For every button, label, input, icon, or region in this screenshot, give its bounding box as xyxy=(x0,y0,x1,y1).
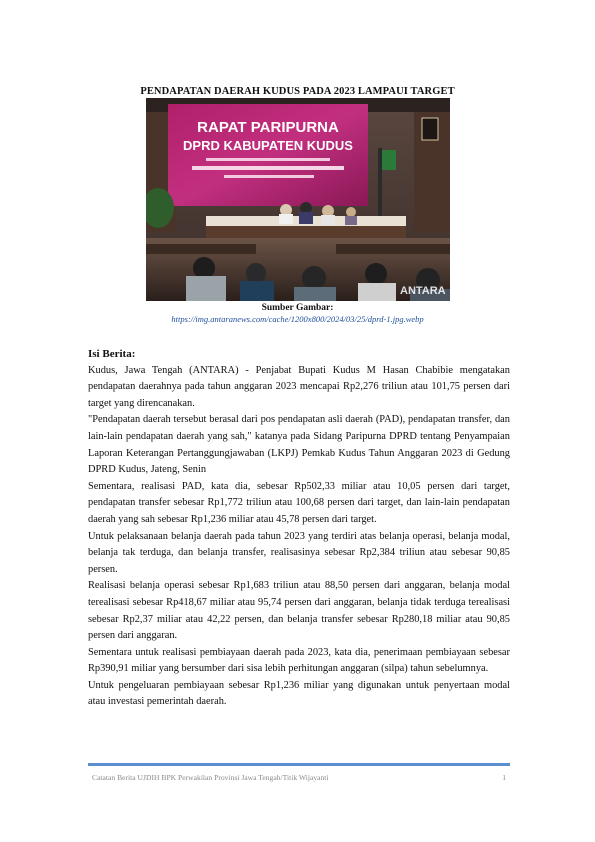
page-number: 1 xyxy=(502,773,506,782)
article-body xyxy=(88,346,510,711)
paragraph: Kudus, Jawa Tengah (ANTARA) - Penjabat Bupati Kudus M Hasan Chabibie mengatakan pendapatan daerahnya pada tahun anggaran 2023 mencapai Rp2,276 triliun atau 101,75 persen dari target yang direncanakan. xyxy=(88,364,510,409)
paragraph: Realisasi belanja operasi sebesar Rp1,683 triliun atau 88,50 persen dari anggaran, belanja modal terealisasi sebesar Rp418,67 miliar atau 95,74 persen dari anggaran, belanja tidak terduga terealisasi sebesar Rp2,37 miliar atau 42,22 persen, dan belanja transfer sebesar Rp280,18 miliar atau 90,85 persen dari anggaran. xyxy=(88,580,510,642)
article-title: PENDAPATAN DAERAH KUDUS PADA 2023 LAMPAUI TARGET xyxy=(140,86,455,97)
news-photo xyxy=(146,98,450,301)
meeting-room-illustration xyxy=(146,98,450,301)
image-source-label: Sumber Gambar: xyxy=(261,303,334,313)
image-source-link[interactable]: https://img.antaranews.com/cache/1200x800/2024/03/25/dprd-1.jpg.webp xyxy=(171,314,424,324)
page-footer xyxy=(92,773,506,782)
paragraph: Untuk pengeluaran pembiayaan sebesar Rp1,236 miliar yang digunakan untuk penyertaan modal atau investasi pemerintah daerah. xyxy=(88,679,510,708)
section-heading: Isi Berita: xyxy=(88,348,136,360)
screen-text-1: RAPAT PARIPURNA xyxy=(197,119,339,136)
paragraph: Sementara, realisasi PAD, kata dia, sebesar Rp502,33 miliar atau 10,05 persen dari target, pendapatan transfer sebesar Rp1,772 triliun atau 100,68 persen dari target, dan lain-lain pendapatan daerah yang sah sebesar Rp1,236 miliar atau 45,78 persen dari target. xyxy=(88,480,510,525)
paragraph: Sementara untuk realisasi pembiayaan daerah pada 2023, kata dia, penerimaan pembiayaan sebesar Rp390,91 miliar yang bersumber dari sisa lebih perhitungan anggaran (silpa) tahun sebelumnya. xyxy=(88,646,510,675)
paragraph: "Pendapatan daerah tersebut berasal dari pos pendapatan asli daerah (PAD), pendapatan transfer, dan lain-lain pendapatan daerah yang sah," katanya pada Sidang Paripurna DPRD tentang Penyampaian Laporan Keterangan Pertanggungjawaban (LKPJ) Pemkab Kudus Tahun Anggaran 2023 di Gedung DPRD Kudus, Jateng, Senin xyxy=(88,414,510,476)
footer-divider xyxy=(88,763,510,766)
antara-watermark: ANTARA xyxy=(400,285,446,297)
paragraph: Untuk pelaksanaan belanja daerah pada tahun 2023 yang terdiri atas belanja operasi, belanja modal, belanja tak terduga, dan belanja transfer, realisasinya sebesar Rp2,384 triliun atau sebesar 90,85 persen. xyxy=(88,530,510,575)
footer-text: Catatan Berita UJDIH BPK Perwakilan Provinsi Jawa Tengah/Titik Wijayanti xyxy=(92,773,329,782)
screen-text-2: DPRD KABUPATEN KUDUS xyxy=(183,138,353,153)
